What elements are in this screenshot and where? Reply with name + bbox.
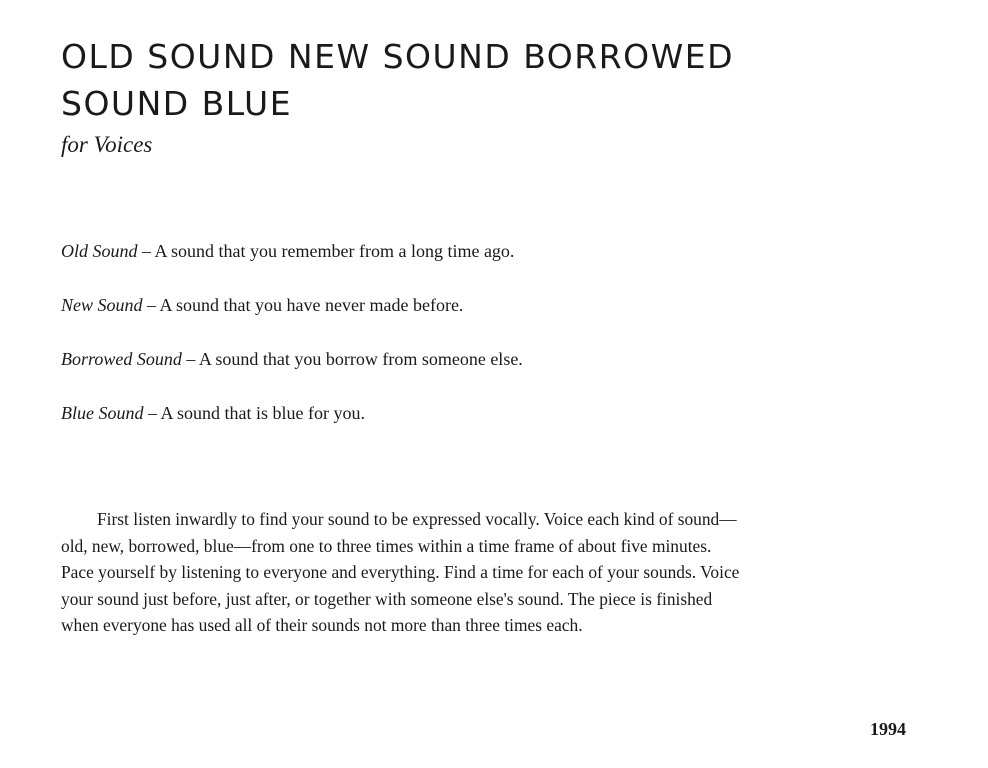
definition-blue-sound [61, 400, 921, 426]
composition-year: 1994 [870, 719, 906, 739]
definition-text: A sound that you remember from a long time ago. [154, 241, 515, 261]
instructions-line: when everyone has used all of their sounds not more than three times each. [61, 615, 583, 635]
definition-borrowed-sound [61, 346, 921, 372]
definition-text: A sound that you have never made before. [159, 295, 464, 315]
title-line-1: OLD SOUND NEW SOUND BORROWED [61, 37, 734, 76]
definition-new-sound [61, 292, 921, 318]
definition-old-sound [61, 238, 921, 264]
definition-separator: – [143, 403, 161, 423]
instructions-line: your sound just before, just after, or together with someone else's sound. The piece is finished [61, 588, 713, 609]
page-title [61, 33, 941, 127]
instructions-line: First listen inwardly to find your sound to be expressed vocally. Voice each kind of sound— [97, 509, 737, 529]
definition-term: New Sound [61, 295, 143, 315]
definition-term: Old Sound [61, 241, 138, 261]
definition-text: A sound that is blue for you. [160, 403, 366, 423]
instructions-line: old, new, borrowed, blue—from one to three times within a time frame of about five minutes. [61, 535, 712, 556]
definition-term: Borrowed Sound [61, 349, 182, 369]
definition-text: A sound that you borrow from someone else. [198, 349, 523, 369]
title-line-2: SOUND BLUE [61, 84, 293, 123]
instructions-line: Pace yourself by listening to everyone and everything. Find a time for each of your sounds. Voice [61, 562, 740, 582]
definition-term: Blue Sound [61, 403, 144, 423]
performance-instructions [61, 506, 921, 639]
sound-definitions [61, 238, 921, 454]
definition-separator: – [137, 241, 155, 261]
page-subtitle: for Voices [61, 132, 153, 157]
definition-separator: – [181, 349, 199, 369]
definition-separator: – [142, 295, 160, 315]
